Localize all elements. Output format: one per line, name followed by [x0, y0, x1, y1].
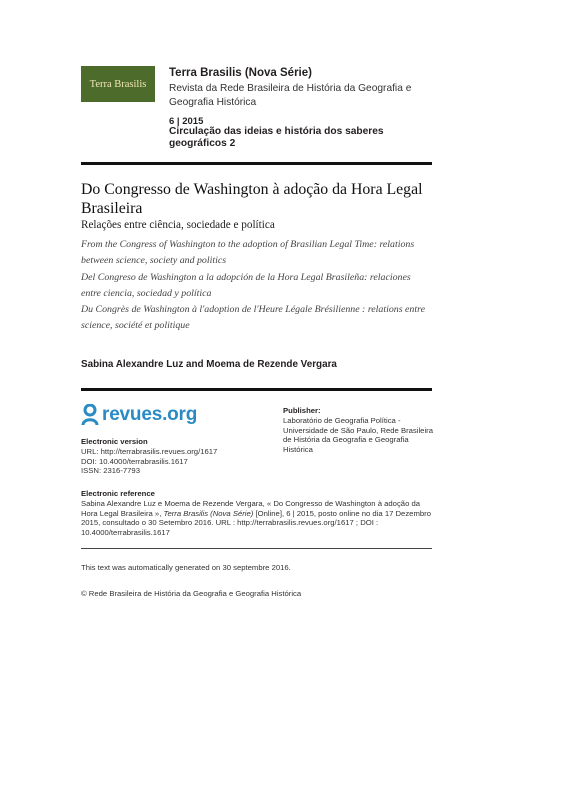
journal-issn: ISSN: 2316-7793: [81, 466, 140, 476]
reference-journal-name: Terra Brasilis (Nova Série): [163, 508, 254, 518]
logo-text: Terra Brasilis: [89, 78, 147, 90]
header-divider: [81, 162, 432, 165]
article-subtitle: Relações entre ciência, sociedade e política: [81, 219, 275, 231]
alt-title-english: From the Congress of Washington to the adoption of Brasilian Legal Time: relations between science, society and politics: [81, 239, 415, 267]
journal-title: Terra Brasilis (Nova Série): [169, 67, 312, 79]
journal-logo: [81, 66, 155, 102]
electronic-version-label: Electronic version: [81, 437, 148, 446]
electronic-reference-text: [81, 499, 433, 537]
issue-title: Circulação das ideias e história dos saberes geográficos 2: [169, 126, 384, 149]
copyright-note: © Rede Brasileira de História da Geografia e Geografia Histórica: [81, 589, 302, 598]
generated-note: This text was automatically generated on 30 septembre 2016.: [81, 563, 291, 572]
reference-part-1: Sabina Alexandre Luz e Moema de Rezende Vergara, « Do Congresso de Washington à adoção da Hora Legal Brasileira »,: [81, 499, 421, 518]
electronic-version-details: [81, 447, 271, 476]
revues-person-icon: [81, 404, 99, 426]
alternate-titles: [81, 237, 433, 335]
reference-divider: [81, 548, 432, 549]
journal-subtitle: Revista da Rede Brasileira de História da Geografia e Geografia Histórica: [169, 83, 412, 108]
issue-number: 6 | 2015: [169, 116, 204, 127]
alt-title-french: Du Congrès de Washington à l'adoption de l'Heure Légale Brésilienne : relations entre science, société et politique: [81, 304, 425, 332]
alt-title-spanish: Del Congreso de Washington a la adopción de la Hora Legal Brasileña: relaciones entre ciencia, sociedad y política: [81, 271, 411, 299]
electronic-reference-label: Electronic reference: [81, 489, 155, 498]
revues-logo[interactable]: [81, 404, 197, 426]
revues-logo-text: revues.org: [102, 404, 198, 425]
article-authors: Sabina Alexandre Luz and Moema de Rezende Vergara: [81, 359, 337, 370]
publisher-label: Publisher:: [283, 406, 321, 415]
article-doi[interactable]: DOI: 10.4000/terrabrasilis.1617: [81, 456, 188, 466]
publisher-text: Laboratório de Geografia Política - Universidade de São Paulo, Rede Brasileira de História da Geografia e Geografia Histórica: [283, 416, 433, 454]
reference-part-2: [Online], 6 | 2015, posto online no dia 17 Dezembro 2015, consultado o 30 Setembro 2016. URL : http://terrabrasilis.revues.org/1617 ; DOI : 10.4000/terrabrasilis.1617: [81, 508, 431, 537]
article-url[interactable]: URL: http://terrabrasilis.revues.org/1617: [81, 447, 218, 456]
authors-divider: [81, 388, 432, 391]
article-title: Do Congresso de Washington à adoção da Hora Legal Brasileira: [81, 181, 423, 217]
